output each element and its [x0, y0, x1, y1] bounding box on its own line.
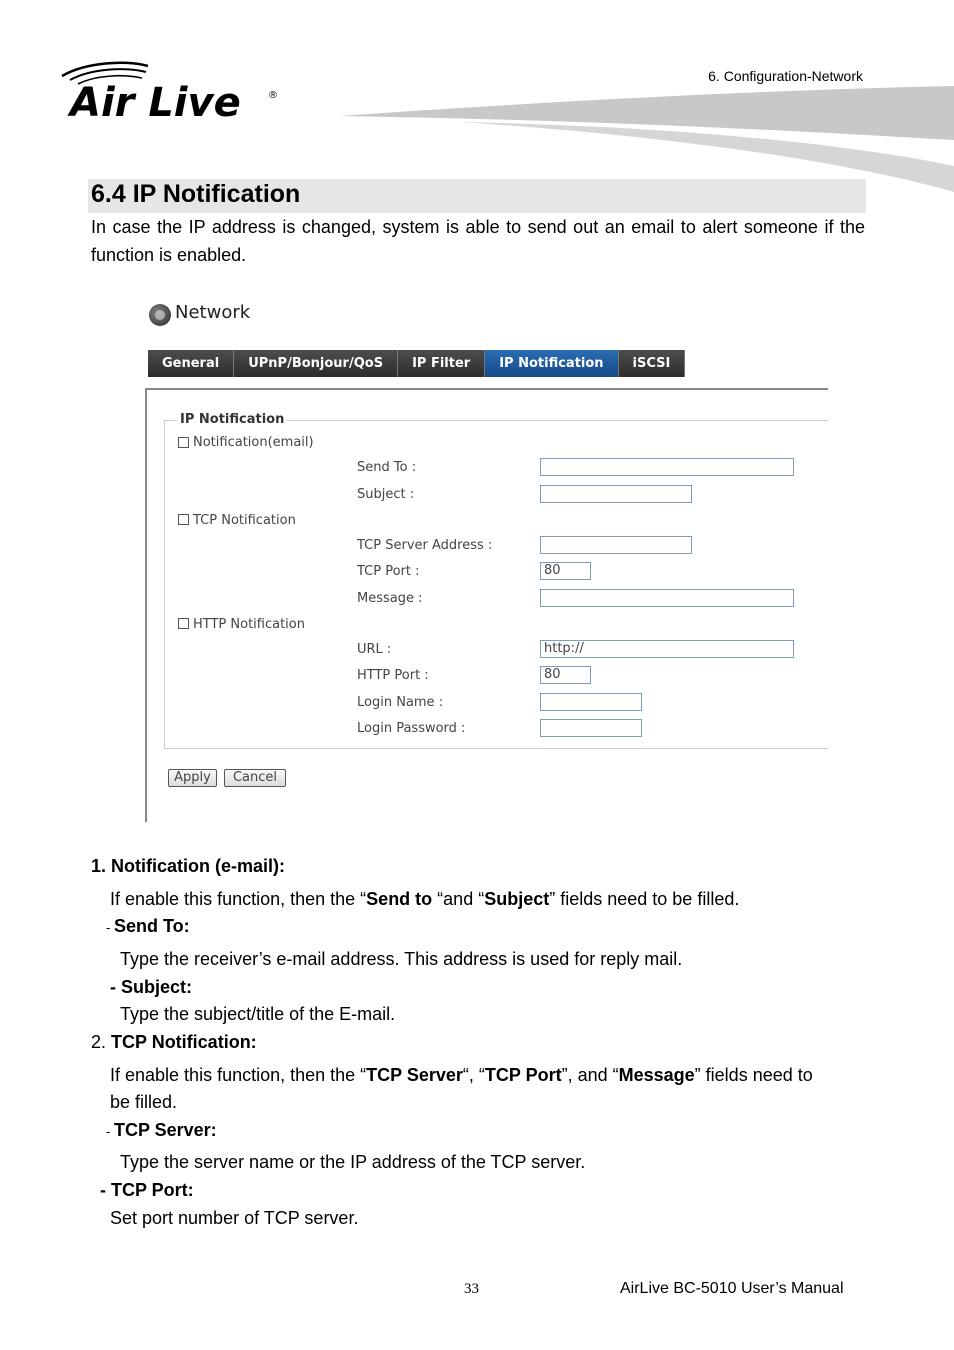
tcp-port-description: Set port number of TCP server. [110, 1208, 359, 1228]
http-port-label: HTTP Port : [357, 668, 429, 683]
airlive-logo [56, 58, 286, 124]
paragraph-email: If enable this function, then the “Send to “and “Subject” fields need to be filled. [110, 889, 740, 909]
tcp-port-input[interactable]: 80 [540, 562, 591, 580]
tcp-port-label: TCP Port : [357, 564, 420, 579]
heading-tcp-notification: 2. TCP Notification: [91, 1032, 257, 1052]
send-to-heading: - Send To: [106, 916, 190, 936]
send-to-input[interactable] [540, 458, 794, 476]
tab-bar [148, 350, 685, 377]
login-password-label: Login Password : [357, 721, 466, 736]
url-label: URL : [357, 642, 392, 657]
tcp-server-description: Type the server name or the IP address of the TCP server. [120, 1152, 586, 1172]
section-title: 6.4 IP Notification [91, 180, 301, 208]
http-notification-checkbox[interactable] [178, 618, 189, 629]
send-to-description: Type the receiver’s e-mail address. This address is used for reply mail. [120, 949, 683, 969]
apply-button[interactable]: Apply [168, 769, 217, 787]
network-icon [149, 304, 171, 326]
subject-input[interactable] [540, 485, 692, 503]
tcp-server-address-input[interactable] [540, 536, 692, 554]
url-input[interactable]: http:// [540, 640, 794, 658]
page-number: 33 [464, 1281, 479, 1297]
tcp-server-address-label: TCP Server Address : [357, 538, 493, 553]
tab-upnp-bonjour-qos[interactable]: UPnP/Bonjour/QoS [234, 350, 398, 377]
email-notification-checkbox[interactable] [178, 437, 189, 448]
send-to-label: Send To : [357, 460, 417, 475]
login-password-input[interactable] [540, 719, 642, 737]
svg-text:®: ® [268, 90, 278, 101]
login-name-input[interactable] [540, 693, 642, 711]
chapter-header: 6. Configuration-Network [708, 68, 863, 84]
network-page-title: Network [175, 302, 251, 323]
tcp-server-heading: - TCP Server: [106, 1120, 217, 1140]
login-name-label: Login Name : [357, 695, 444, 710]
heading-notification-email: 1. Notification (e-mail): [91, 856, 286, 876]
subject-description: Type the subject/title of the E-mail. [120, 1004, 396, 1024]
tab-ip-filter[interactable]: IP Filter [398, 350, 485, 377]
manual-title-footer: AirLive BC-5010 User’s Manual [620, 1280, 844, 1297]
http-notification-label: HTTP Notification [193, 617, 305, 632]
subject-label: Subject : [357, 487, 415, 502]
email-notification-label: Notification(email) [193, 435, 314, 450]
fieldset-legend: IP Notification [177, 412, 287, 427]
http-port-input[interactable]: 80 [540, 666, 591, 684]
message-label: Message : [357, 591, 423, 606]
cancel-button[interactable]: Cancel [224, 769, 286, 787]
tab-iscsi[interactable]: iSCSI [619, 350, 686, 377]
svg-text:Air Live: Air Live [70, 80, 241, 124]
tab-general[interactable]: General [148, 350, 234, 377]
paragraph-tcp: If enable this function, then the “TCP Server“, “TCP Port”, and “Message” fields need to [110, 1065, 813, 1085]
paragraph-tcp-continued: be filled. [110, 1092, 178, 1112]
tab-ip-notification[interactable]: IP Notification [485, 350, 618, 377]
intro-paragraph: In case the IP address is changed, system is able to send out an email to alert someone if the function is enabled. [91, 217, 865, 265]
tcp-port-heading: - TCP Port: [100, 1180, 194, 1200]
tcp-notification-checkbox[interactable] [178, 514, 189, 525]
tcp-notification-label: TCP Notification [193, 513, 296, 528]
network-settings-screenshot [145, 294, 828, 822]
subject-heading: - Subject: [110, 977, 193, 997]
message-input[interactable] [540, 589, 794, 607]
